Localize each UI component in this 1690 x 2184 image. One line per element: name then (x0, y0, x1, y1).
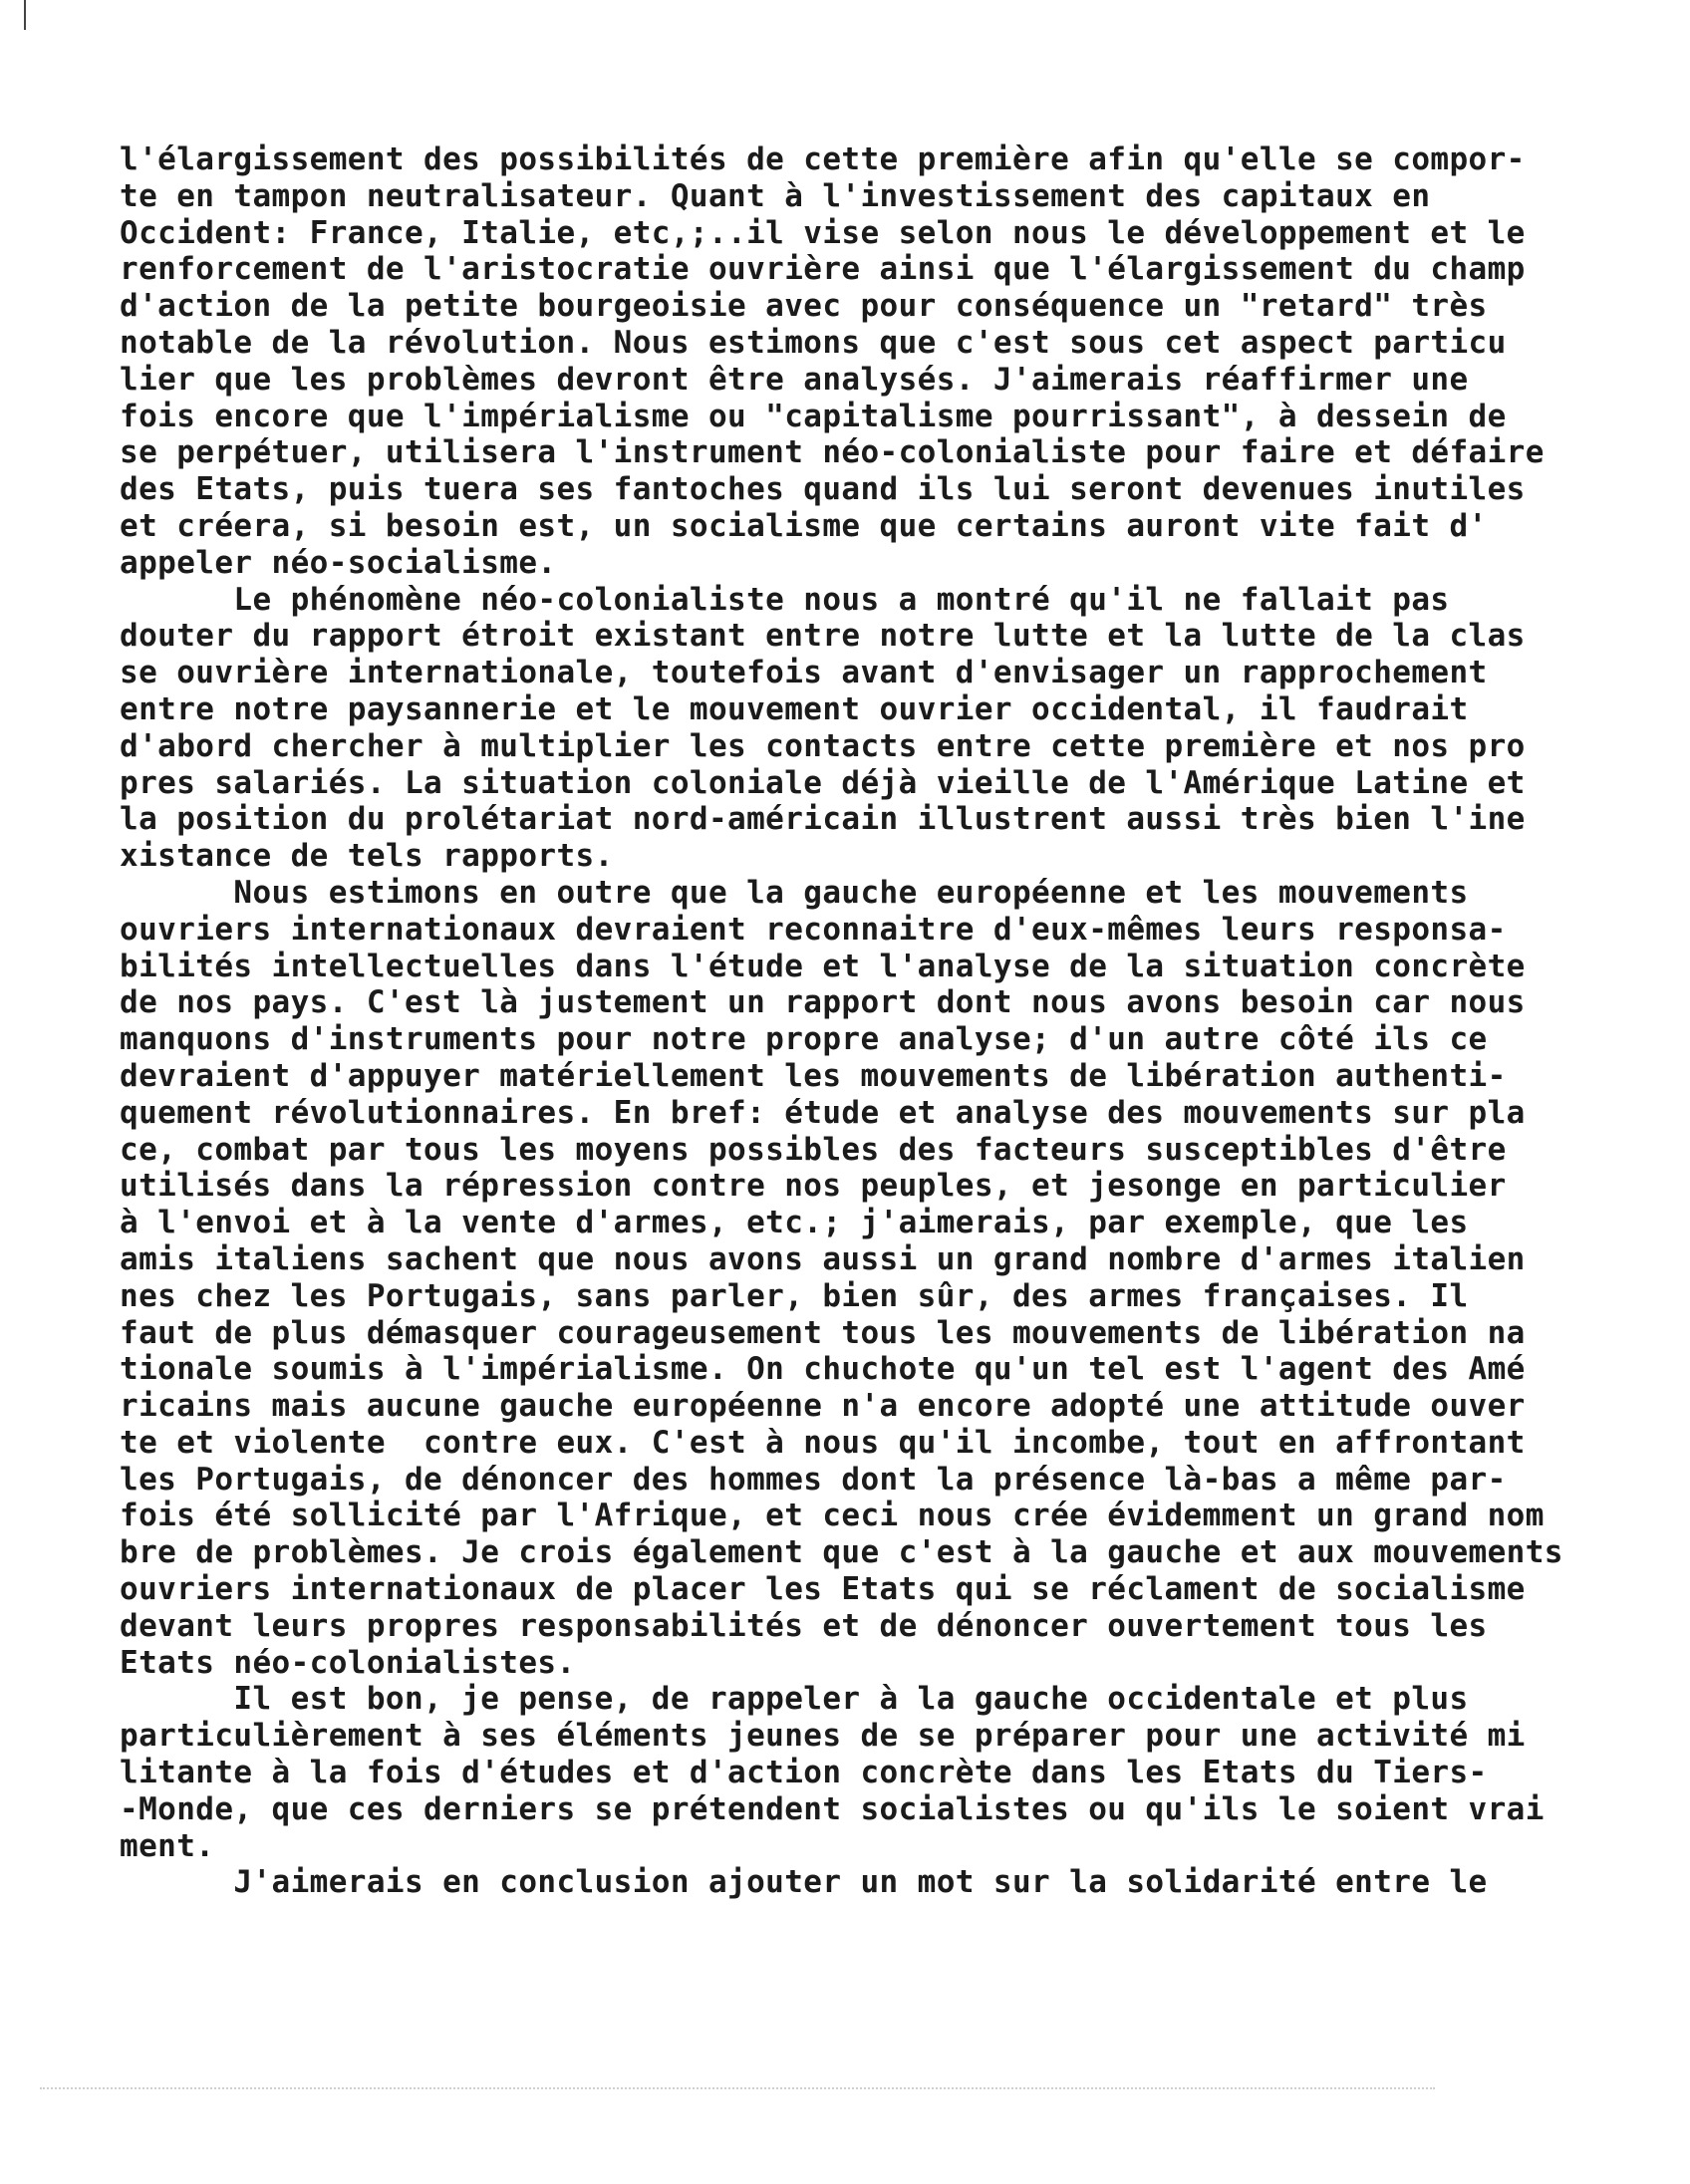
text-line: douter du rapport étroit existant entre notre lutte et la lutte de la clas (120, 618, 1526, 655)
text-line: d'abord chercher à multiplier les contacts entre cette première et nos pro (120, 727, 1526, 764)
text-line: bilités intellectuelles dans l'étude et l'analyse de la situation concrète (120, 948, 1526, 984)
margin-mark (24, 0, 26, 30)
text-line: devraient d'appuyer matériellement les mouvements de libération authenti- (120, 1057, 1507, 1094)
text-line: tionale soumis à l'impérialisme. On chuchote qu'un tel est l'agent des Amé (120, 1351, 1526, 1388)
text-line: bre de problèmes. Je crois également que c'est à la gauche et aux mouvements (120, 1534, 1563, 1571)
text-line: amis italiens sachent que nous avons aussi un grand nombre d'armes italien (120, 1240, 1526, 1277)
text-line: appeler néo-socialisme. (120, 544, 557, 581)
text-line: renforcement de l'aristocratie ouvrière ainsi que l'élargissement du champ (120, 251, 1526, 288)
text-line: l'élargissement des possibilités de cette première afin qu'elle se compor- (120, 141, 1526, 177)
text-line: Nous estimons en outre que la gauche européenne et les mouvements (120, 874, 1469, 911)
text-line: ce, combat par tous les moyens possibles des facteurs susceptibles d'être (120, 1131, 1507, 1168)
text-line: fois encore que l'impérialisme ou "capitalisme pourrissant", à dessein de (120, 398, 1507, 434)
text-line: te en tampon neutralisateur. Quant à l'investissement des capitaux en (120, 177, 1431, 214)
text-line: faut de plus démasquer courageusement tous les mouvements de libération na (120, 1314, 1526, 1351)
text-line: particulièrement à ses éléments jeunes de se préparer pour une activité mi (120, 1718, 1526, 1755)
text-line: ouvriers internationaux de placer les Etats qui se réclament de socialisme (120, 1571, 1526, 1608)
text-line: notable de la révolution. Nous estimons que c'est sous cet aspect particu (120, 324, 1507, 361)
text-line: ment. (120, 1827, 215, 1864)
text-line: entre notre paysannerie et le mouvement ouvrier occidental, il faudrait (120, 690, 1469, 727)
text-line: nes chez les Portugais, sans parler, bien sûr, des armes françaises. Il (120, 1277, 1469, 1314)
text-line: J'aimerais en conclusion ajouter un mot sur la solidarité entre le (120, 1864, 1488, 1901)
text-line: fois été sollicité par l'Afrique, et ceci nous crée évidemment un grand nom (120, 1498, 1545, 1534)
text-line: de nos pays. C'est là justement un rapport dont nous avons besoin car nous (120, 984, 1526, 1021)
text-line: les Portugais, de dénoncer des hommes dont la présence là-bas a même par- (120, 1461, 1507, 1498)
text-line: litante à la fois d'études et d'action concrète dans les Etats du Tiers- (120, 1755, 1488, 1791)
text-line: Etats néo-colonialistes. (120, 1644, 576, 1681)
page-bottom-rule (40, 2087, 1435, 2089)
text-line: ricains mais aucune gauche européenne n'a encore adopté une attitude ouver (120, 1388, 1526, 1425)
text-line: se perpétuer, utilisera l'instrument néo-colonialiste pour faire et défaire (120, 434, 1545, 471)
text-line: Occident: France, Italie, etc,;..il vise selon nous le développement et le (120, 214, 1526, 251)
text-line: te et violente contre eux. C'est à nous qu'il incombe, tout en affrontant (120, 1424, 1526, 1461)
text-line: utilisés dans la répression contre nos peuples, et jesonge en particulier (120, 1168, 1507, 1205)
text-line: Il est bon, je pense, de rappeler à la gauche occidentale et plus (120, 1681, 1469, 1718)
typed-body-text (120, 141, 1674, 1901)
text-line: lier que les problèmes devront être analysés. J'aimerais réaffirmer une (120, 361, 1469, 398)
text-line: pres salariés. La situation coloniale déjà vieille de l'Amérique Latine et (120, 764, 1526, 801)
text-line: d'action de la petite bourgeoisie avec pour conséquence un "retard" très (120, 288, 1488, 325)
text-line: des Etats, puis tuera ses fantoches quand ils lui seront devenues inutiles (120, 471, 1526, 508)
text-line: à l'envoi et à la vente d'armes, etc.; j'aimerais, par exemple, que les (120, 1205, 1469, 1241)
text-line: et créera, si besoin est, un socialisme que certains auront vite fait d' (120, 507, 1488, 544)
text-line: se ouvrière internationale, toutefois avant d'envisager un rapprochement (120, 655, 1488, 691)
text-line: xistance de tels rapports. (120, 838, 614, 875)
text-line: ouvriers internationaux devraient reconnaitre d'eux-mêmes leurs responsa- (120, 911, 1507, 948)
text-line: Le phénomène néo-colonialiste nous a montré qu'il ne fallait pas (120, 581, 1450, 618)
text-line: devant leurs propres responsabilités et de dénoncer ouvertement tous les (120, 1607, 1488, 1644)
text-line: manquons d'instruments pour notre propre analyse; d'un autre côté ils ce (120, 1021, 1488, 1058)
text-line: quement révolutionnaires. En bref: étude et analyse des mouvements sur pla (120, 1094, 1526, 1131)
text-line: la position du prolétariat nord-américain illustrent aussi très bien l'ine (120, 801, 1526, 838)
text-line: -Monde, que ces derniers se prétendent socialistes ou qu'ils le soient vrai (120, 1790, 1545, 1827)
